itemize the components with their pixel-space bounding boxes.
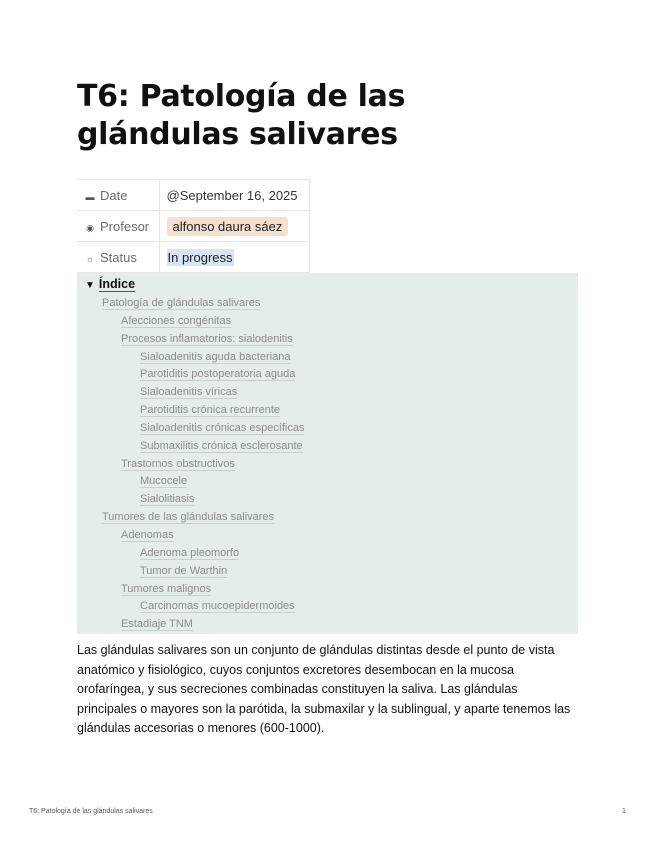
toc-item bbox=[77, 527, 578, 545]
footer-title: T6: Patología de las glándulas salivares bbox=[29, 808, 153, 815]
property-key-status: ☼ Status bbox=[77, 242, 159, 273]
property-row-date bbox=[77, 180, 309, 211]
toc-item bbox=[77, 581, 578, 599]
toc-item bbox=[77, 402, 578, 420]
toc-item bbox=[77, 456, 578, 474]
toc-link[interactable]: Procesos inflamatorios: sialodenitis bbox=[121, 332, 293, 345]
toc-item bbox=[77, 473, 578, 491]
toc-link[interactable]: Sialolitiasis bbox=[140, 493, 195, 506]
sun-icon: ☼ bbox=[85, 253, 95, 264]
toc-link[interactable]: Adenoma pleomorfo bbox=[140, 546, 240, 559]
toc-link[interactable]: Sialoadenitis víricas bbox=[140, 386, 238, 399]
property-key-date: ▬ Date bbox=[77, 180, 159, 211]
property-value-profesor[interactable] bbox=[159, 211, 309, 242]
toc-link[interactable]: Estadiaje TNM bbox=[121, 618, 193, 631]
toc-link[interactable]: Trastornos obstructivos bbox=[121, 457, 235, 470]
toc-link[interactable]: Mucocele bbox=[140, 475, 188, 488]
triangle-down-icon[interactable]: ▼ bbox=[85, 280, 95, 291]
property-value-status[interactable] bbox=[159, 242, 309, 273]
toc-item bbox=[77, 563, 578, 581]
profesor-tag[interactable]: alfonso daura sáez bbox=[167, 217, 289, 236]
person-icon: ◉ bbox=[86, 222, 94, 233]
toc-link[interactable]: Sialoadenitis crónicas específicas bbox=[140, 421, 305, 434]
page-title: T6: Patología de las glándulas salivares bbox=[77, 79, 406, 152]
toc-item bbox=[77, 366, 578, 384]
toc-item bbox=[77, 331, 578, 349]
toc-item bbox=[77, 491, 578, 509]
property-row-status bbox=[77, 242, 309, 273]
toc-item bbox=[77, 349, 578, 367]
toc-item bbox=[77, 616, 578, 634]
properties-table bbox=[77, 179, 310, 273]
toc-item bbox=[77, 438, 578, 456]
toc-item bbox=[77, 598, 578, 616]
toc-list bbox=[77, 295, 578, 634]
toc-toggle[interactable] bbox=[85, 277, 135, 291]
toc-link[interactable]: Tumores malignos bbox=[121, 582, 212, 595]
toc-heading: Índice bbox=[98, 277, 136, 291]
property-key-profesor: ◉ Profesor bbox=[77, 211, 159, 242]
toc-link[interactable]: Parotiditis postoperatoria aguda bbox=[140, 368, 296, 381]
page-number: 1 bbox=[622, 808, 626, 815]
toc-link[interactable]: Carcinomas mucoepidermoides bbox=[140, 600, 295, 613]
toc-item bbox=[77, 295, 578, 313]
toc-item bbox=[77, 420, 578, 438]
toc-link[interactable]: Submaxilitis crónica esclerosante bbox=[140, 439, 303, 452]
toc-link[interactable]: Adenomas bbox=[121, 528, 174, 541]
toc-link[interactable]: Parotiditis crónica recurrente bbox=[140, 404, 281, 417]
toc-item bbox=[77, 313, 578, 331]
toc-item bbox=[77, 384, 578, 402]
toc-link[interactable]: Tumores de las glándulas salivares bbox=[102, 511, 275, 524]
toc-item bbox=[77, 509, 578, 527]
toc-link[interactable]: Patología de glándulas salivares bbox=[102, 297, 261, 309]
property-row-profesor bbox=[77, 211, 309, 242]
body-paragraph: Las glándulas salivares son un conjunto de glándulas distintas desde el punto de vista anatómico y fisiológico, cuyos conjuntos excretores desembocan en la mucosa orofaríngea, y sus secreciones combinadas constituyen la saliva. Las glándulas principales o mayores son la parótida, la submaxilar y la sublingual, y aparte tenemos las glándulas accesorias o menores (600-1000). bbox=[77, 643, 571, 735]
toc-link[interactable]: Sialoadenitis aguda bacteriana bbox=[140, 350, 291, 363]
status-badge[interactable]: In progress bbox=[167, 249, 233, 265]
calendar-icon: ▬ bbox=[85, 191, 95, 202]
toc-link[interactable]: Tumor de Warthin bbox=[140, 564, 228, 577]
property-value-date[interactable]: @September 16, 2025 bbox=[159, 180, 309, 211]
toc-link[interactable]: Afecciones congénitas bbox=[121, 314, 232, 327]
table-of-contents bbox=[77, 273, 578, 634]
toc-item bbox=[77, 545, 578, 563]
